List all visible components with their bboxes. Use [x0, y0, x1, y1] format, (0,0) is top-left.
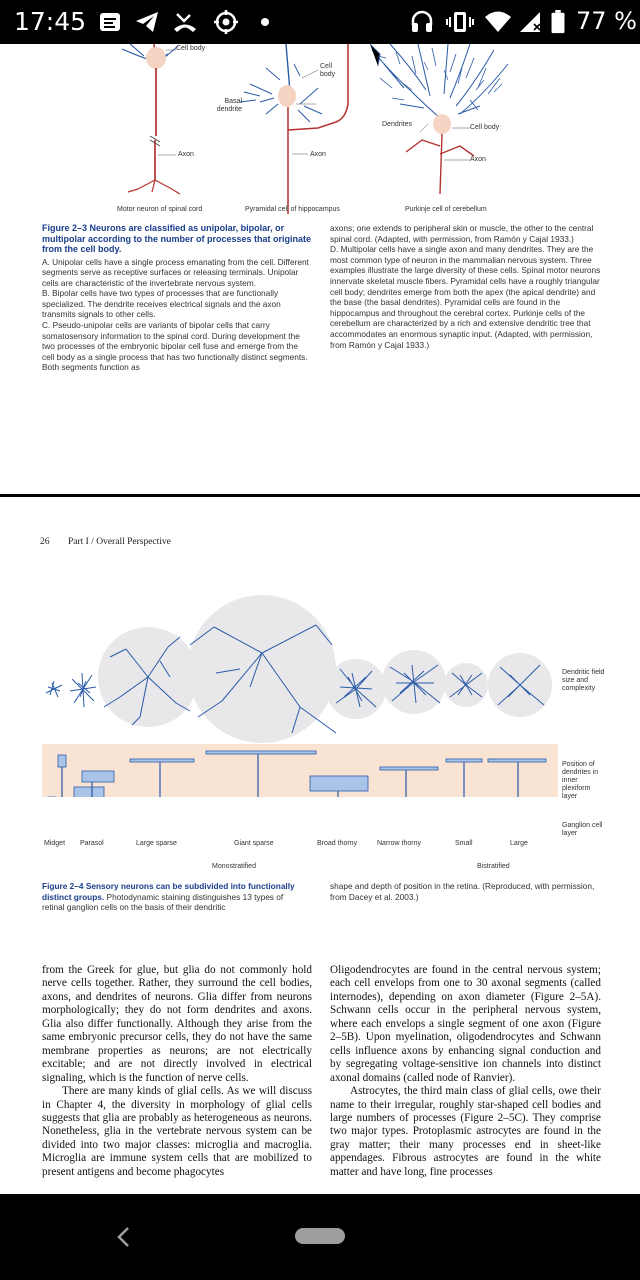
wifi-icon [484, 10, 512, 34]
caption-paragraph-d: D. Multipolar cells have a single axon and many dendrites. They are the most common type of neuron in the mammalian nervous system. Three examples illustrate the large diversity of these cells. Spinal motor neurons innervate skeletal muscle fibers. Pyramidal cells have a roughly triangular cell body; dendrites emerge from both the apex (the apical dendrite) and the base (the basal dendrites). Pyramidal cells are found in the hippocampus and throughout the cerebral cortex. Purkinje cells of the cerebellum are characterized by a rich and extensive dendritic tree that accommodates an enormous synaptic input. (Adapted, with permission, from Ramón y Cajal 1933.) [330, 244, 601, 350]
figure-2-3-caption-left [42, 223, 312, 373]
label-cell-body-2: Cell body [320, 63, 336, 78]
body-paragraph: Oligodendrocytes are found in the central nervous system; each cell envelops from one to 30 axonal segments (called internodes), depending on axon diameter (Figure 2–5A). Schwann cells occur in the peripheral nervous system, where each envelops a single segment of one axon (Figure 2–5B). Upon myelination, oligodendrocytes and Schwann cells influence axons by enhancing signal conduction and by segregating voltage-sensitive ion channels into distinct axonal domains (called node of Ranvier). [330, 964, 601, 1084]
headset-icon [410, 10, 434, 34]
cell-type-midget: Midget [44, 840, 66, 847]
figure-2-3-title: Figure 2–3 Neurons are classified as unipolar, bipolar, or multipolar according to the number of processes that originate from the cell body. [42, 223, 312, 254]
battery-icon [550, 10, 566, 34]
caption-paragraph-a: A. Unipolar cells have a single process emanating from the cell. Different segments serve as receptive surfaces or releasing terminals. Unipolar cells are characteristic of the invertebrate nervous system. [42, 256, 309, 288]
cell-type-parasol: Parasol [80, 840, 104, 847]
telegram-icon [134, 10, 160, 34]
figure-2-4-caption-right [330, 881, 602, 902]
dot-icon [260, 10, 270, 34]
label-basal-dendrite: Basal dendrite [216, 98, 242, 113]
retinal-ganglion-figure [0, 497, 640, 797]
signal-icon [518, 10, 544, 34]
label-purkinje: Purkinje cell of cerebellum [405, 206, 487, 213]
figure-2-4-caption: Figure 2–4 Sensory neurons can be subdivided into functionally distinct groups. Photodynamic staining distinguishes 13 types of retinal ganglion cells on the basis of their dendritic [42, 881, 295, 913]
cell-type-broad-thorny: Broad thorny [317, 840, 358, 847]
back-chevron-icon[interactable] [114, 1225, 134, 1249]
missed-call-icon [172, 10, 198, 34]
body-column-left [42, 964, 312, 1179]
running-head: Part I / Overall Perspective [68, 537, 171, 547]
cell-type-narrow-thorny: Narrow thorny [377, 840, 421, 847]
label-dendrite-position: Position of dendrites in inner plexiform layer [562, 761, 599, 800]
label-cell-body-1: Cell body [176, 45, 206, 52]
caption-continued: axons; one extends to peripheral skin or muscle, the other to the central spinal cord. (Adapted, with permission, from Ramón y Cajal 1933.) [330, 223, 594, 244]
cell-type-large: Large [510, 840, 528, 847]
status-bar [0, 0, 640, 44]
navigation-bar [0, 1194, 640, 1280]
body-column-right [330, 964, 601, 1179]
cell-type-large-sparse: Large sparse [136, 840, 177, 847]
body-paragraph: There are many kinds of glial cells. As we will discuss in Chapter 4, the diversity in morphology of glial cells suggests that glia are probably as heterogeneous as neurons. Nonetheless, glia in the vertebrate nervous system can be divided into two major classes: microglia and macroglia. Microglia are immune system cells that are mobilized to present antigens and become phagocytes [42, 1085, 312, 1178]
label-axon-1: Axon [178, 151, 194, 158]
label-monostratified: Monostratified [212, 863, 256, 870]
figure-2-3-caption-right [330, 223, 602, 350]
label-axon-3: Axon [470, 156, 486, 163]
caption-paragraph-b: B. Bipolar cells have two types of processes that are functionally specialized. The dendrite receives electrical signals and the axon transmits signals to other cells. [42, 288, 281, 320]
cell-type-small: Small [455, 840, 473, 847]
body-paragraph: from the Greek for glue, but glia do not commonly hold nerve cells together. Rather, they surround the cell bodies, axons, and dendrites of neurons. Glia differ from neurons morphologically; they do not form dendrites and axons. Glia also differ functionally. Although they arise from the same embryonic precursor cells, they do not have the same membrane properties as neurons; are not electrically excitable; and are not directly involved in electrical signaling, which is the function of nerve cells. [42, 964, 312, 1084]
battery-percent: 77 % [576, 7, 637, 35]
label-dendrites: Dendrites [382, 121, 412, 128]
label-axon-2: Axon [310, 151, 326, 158]
label-ganglion-layer: Ganglion cell layer [562, 822, 603, 837]
notification-icon [98, 10, 122, 34]
label-dendritic-field: Dendritic field size and complexity [562, 669, 605, 692]
label-motor-neuron: Motor neuron of spinal cord [117, 206, 203, 213]
vibrate-icon [446, 10, 474, 34]
motor-neuron-drawing [122, 44, 180, 194]
label-pyramidal: Pyramidal cell of hippocampus [245, 206, 340, 213]
document-page-top [0, 44, 640, 494]
caption-paragraph-c: C. Pseudo-unipolar cells are variants of bipolar cells that carry somatosensory information to the spinal cord. During development the two processes of the embryonic bipolar cell fuse and emerge from the cell body as a single process that has two functionally distinct segments. Both segments function as [42, 320, 308, 373]
body-paragraph: Astrocytes, the third main class of glial cells, owe their name to their irregular, roughly star-shaped cell bodies and large numbers of processes (Figure 2–5C). They comprise two major types. Protoplasmic astrocytes are found in the gray matter; their many processes end in sheet-like appendages. Fibrous astrocytes are found in the white matter and have long, fine processes [330, 1085, 601, 1178]
home-pill-icon[interactable] [295, 1228, 345, 1244]
label-bistratified: Bistratified [477, 863, 510, 870]
figure-2-4-caption-continued: shape and depth of position in the retina. (Reproduced, with permission, from Dacey et al. 2003.) [330, 881, 595, 902]
cell-type-giant-sparse: Giant sparse [234, 840, 274, 847]
page-number: 26 [40, 537, 50, 547]
document-page-26 [0, 497, 640, 1194]
gps-icon [214, 10, 238, 34]
status-time: 17:45 [14, 7, 87, 36]
label-cell-body-3: Cell body [470, 124, 500, 131]
purkinje-neuron-drawing [370, 44, 508, 194]
figure-2-4-caption-left [42, 881, 308, 913]
